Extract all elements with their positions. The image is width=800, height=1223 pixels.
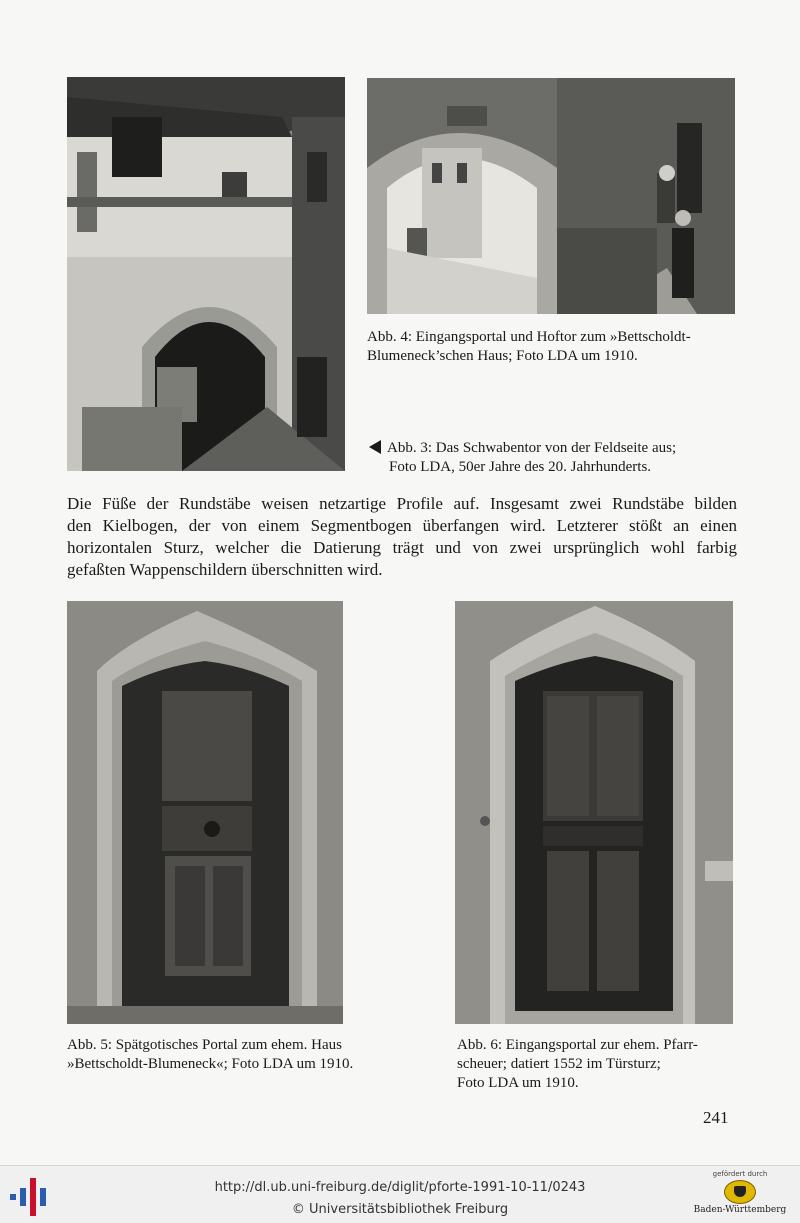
photo-hoftor-image (367, 78, 735, 314)
body-line-2: den Kielbogen, der von einem Segmentbogen überfangen wird. Letzterer stößt an einen (67, 516, 737, 535)
caption-fig5-line-2: »Bettscholdt-Blumeneck«; Foto LDA um 1910. (67, 1056, 354, 1072)
caption-fig5-line-1: Abb. 5: Spätgotisches Portal zum ehem. Haus (67, 1037, 342, 1053)
caption-fig6 (457, 1036, 747, 1093)
caption-fig5 (67, 1036, 397, 1074)
photo-schwabentor-image (67, 77, 345, 471)
caption-fig6-line-2: scheuer; datiert 1552 im Türsturz; (457, 1056, 661, 1072)
photo-schwabentor (67, 77, 345, 471)
caption-fig6-line-1: Abb. 6: Eingangsportal zur ehem. Pfarr- (457, 1037, 698, 1053)
body-line-4: gefaßten Wappenschildern überschnitten wird. (67, 560, 383, 579)
body-line-1: Die Füße der Rundstäbe weisen netzartige Profile auf. Insgesamt zwei Rundstäbe bilden (67, 494, 737, 513)
caption-fig3-line-1-text: Abb. 3: Das Schwabentor von der Feldseite aus; (387, 440, 677, 456)
caption-fig4-line-1: Abb. 4: Eingangsportal und Hoftor zum »Bettscholdt- (367, 329, 691, 345)
caption-fig3 (369, 439, 741, 477)
sponsor-bottom-text: Baden-Württemberg (693, 1205, 787, 1215)
caption-fig6-line-3: Foto LDA um 1910. (457, 1075, 579, 1091)
footer-copyright: © Universitätsbibliothek Freiburg (291, 1202, 509, 1217)
baden-wuerttemberg-crest-icon (724, 1180, 756, 1204)
sponsor-badge[interactable] (690, 1170, 790, 1215)
photo-portal-bettscholdt-image (67, 601, 343, 1024)
caption-fig4-line-2: Blumeneck’schen Haus; Foto LDA um 1910. (367, 348, 638, 364)
body-paragraph (67, 493, 737, 581)
caption-fig3-line-2: Foto LDA, 50er Jahre des 20. Jahrhunderts. (389, 459, 652, 475)
page-number: 241 (703, 1108, 729, 1127)
photo-hoftor (367, 78, 735, 314)
photo-portal-pfarrscheuer-image (455, 601, 733, 1024)
viewer-footer (0, 1165, 800, 1223)
photo-portal-pfarrscheuer (455, 601, 733, 1024)
caption-fig4 (367, 328, 739, 366)
caption-fig3-line-1 (369, 439, 741, 458)
body-line-3: horizontalen Sturz, welcher die Datierung trägt und von zwei ursprünglich wohl farbig (67, 538, 737, 557)
photo-portal-bettscholdt (67, 601, 343, 1024)
sponsor-top-text: gefördert durch (712, 1170, 768, 1178)
left-pointer-icon (369, 440, 381, 454)
footer-url-link[interactable]: http://dl.ub.uni-freiburg.de/diglit/pforte-1991-10-11/0243 (214, 1180, 586, 1195)
